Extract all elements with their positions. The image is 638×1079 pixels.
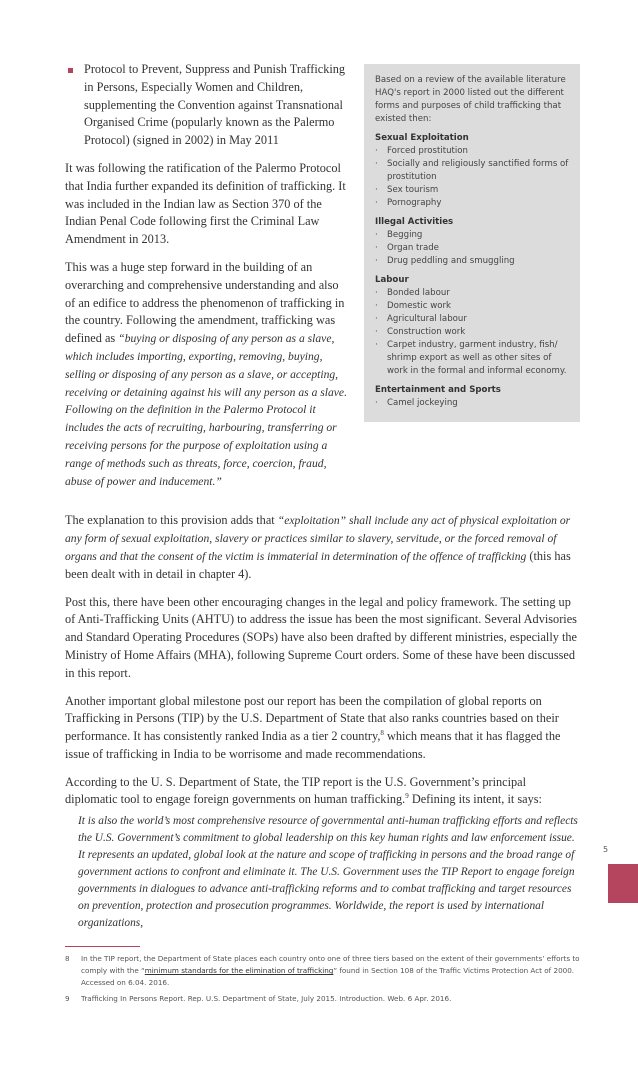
definition-quote: “buying or disposing of any person as a slave, which includes importing, exporting, removing, buying, selling or disposing of any person as a slave, or accepting, receiving or detaining against his will any person as a slave. Following on the definition in the Palermo Protocol it includes the acts of recruiting, harbouring, transferring or receiving persons for the purpose of exploitation using a range of methods such as threats, force, coercion, fraud, abuse of power and inducement.” <box>65 332 347 488</box>
box-list-item: · Agricultural labour <box>375 313 572 326</box>
footnote-8 <box>65 953 585 989</box>
box-list-item: · Construction work <box>375 326 572 339</box>
footnote-text-end: ” found in Section 108 of the Traffic Victims Protection Act of 2000. Accessed on 6.04. 2016. <box>81 966 575 988</box>
box-section-heading: Illegal Activities <box>375 217 454 227</box>
block-quote: It is also the world’s most comprehensive resource of governmental anti-human trafficking efforts and reflects the U.S. Government’s commitment to global leadership on this key human rights and law enforcement issue. It represents an updated, global look at the nature and scope of trafficking in persons and the broad range of government actions to confront and eliminate it. The U.S. Government uses the TIP Report to engage foreign governments in dialogues to advance anti-trafficking reforms and to combat trafficking and target resources on prevention, protection and prosecution programmes. Worldwide, the report is used by international organizations, <box>78 815 578 930</box>
page-tab-marker <box>608 864 638 903</box>
definition-text: This was a huge step forward in the building of an overarching and comprehensive understanding and also of an edifice to address the phenomenon of trafficking in the country. Following the amendment, trafficking was defined as <box>65 259 345 346</box>
paragraph-definition <box>65 259 350 490</box>
box-intro: Based on a review of the available literature HAQ's report in 2000 listed out the different forms and purposes of child trafficking that existed then: <box>375 75 566 124</box>
tip-text-end: which means that it has flagged the issue of trafficking in India to be worrisome and made recommendations. <box>65 729 561 761</box>
main-body <box>65 512 580 1005</box>
sidebar-box <box>364 64 580 422</box>
footnote-divider <box>65 946 140 947</box>
tip-text: Another important global milestone post our report has been the compilation of global reports on Trafficking in Persons (TIP) by the U.S. Department of State that also ranks countries based on their performance. It has consistently ranked India as a tier 2 country, <box>65 693 559 744</box>
box-list-item: · Begging <box>375 229 572 242</box>
explanation-italic: “exploitation” shall include any act of physical exploitation or any form of sexual exploitation, slavery or practices similar to slavery, servitude, or the forced removal of organs and that the consent of the victim is immaterial in determination of the offence of trafficking <box>65 514 571 563</box>
box-section-list <box>375 229 572 268</box>
paragraph-palermo: It was following the ratification of the Palermo Protocol that India further expanded its definition of trafficking. It was included in the Indian law as Section 370 of the Indian Penal Code following first the Criminal Law Amendment in 2013. <box>65 160 346 247</box>
bullet-text: Protocol to Prevent, Suppress and Punish Trafficking in Persons, Especially Women and Children, supplementing the Convention against Transnational Organised Crime (popularly known as the Palermo Protocol) (signed in 2002) in May 2011 <box>84 62 346 148</box>
box-section-list <box>375 287 572 378</box>
box-section-list <box>375 145 572 210</box>
according-text: According to the U. S. Department of State, the TIP report is the U.S. Government’s principal diplomatic tool to engage foreign governments on human trafficking. <box>65 774 527 807</box>
box-section-list <box>375 397 572 410</box>
box-list-item: · Drug peddling and smuggling <box>375 255 572 268</box>
box-section-heading: Sexual Exploitation <box>375 133 469 143</box>
footnote-text: Trafficking In Persons Report. Rep. U.S. Department of State, July 2015. Introduction. Web. 6 Apr. 2016. <box>81 994 452 1004</box>
explanation-end: (this has been dealt with in detail in chapter 4). <box>65 548 571 581</box>
page-number: 5 <box>603 845 609 854</box>
box-section-heading: Entertainment and Sports <box>375 385 501 395</box>
footnote-ref-9[interactable]: 9 <box>405 792 409 801</box>
box-list-item: · Forced prostitution <box>375 145 572 158</box>
paragraph-according <box>65 774 580 810</box>
square-bullet-icon <box>68 68 73 73</box>
box-list-item: · Socially and religiously sanctified forms of prostitution <box>375 158 572 184</box>
box-list-item: · Pornography <box>375 197 572 210</box>
box-list-item: · Carpet industry, garment industry, fish/ shrimp export as well as other sites of work in the formal and informal economy. <box>375 339 572 378</box>
paragraph-explanation <box>65 512 580 583</box>
footnote-link[interactable]: minimum standards for the elimination of trafficking <box>144 966 334 976</box>
box-list-item: · Sex tourism <box>375 184 572 197</box>
footnote-text: In the TIP report, the Department of State places each country onto one of three tiers based on the extent of their governments’ efforts to comply with the “ <box>81 954 580 976</box>
footnote-number: 8 <box>65 954 70 964</box>
footnote-9 <box>65 993 585 1005</box>
box-list-item: · Bonded labour <box>375 287 572 300</box>
box-list-item: · Organ trade <box>375 242 572 255</box>
according-end: Defining its intent, it says: <box>408 792 542 807</box>
box-list-item: · Domestic work <box>375 300 572 313</box>
box-section-heading: Labour <box>375 275 409 285</box>
paragraph-tip <box>65 693 580 764</box>
paragraph-post-this: Post this, there have been other encouraging changes in the legal and policy framework. The setting up of Anti-Trafficking Units (AHTU) to address the issue has been the most significant. Several Advisories and Standard Operating Procedures (SOPs) have also been drafted by different ministries, especially the Ministry of Home Affairs (MHA), following Supreme Court orders. Some of these have been discussed in this report. <box>65 594 577 680</box>
box-sections <box>375 132 572 410</box>
page-content <box>65 0 580 1079</box>
box-list-item: · Camel jockeying <box>375 397 572 410</box>
protocol-bullet <box>65 61 350 150</box>
footnote-ref-8[interactable]: 8 <box>380 729 384 737</box>
footnote-number: 9 <box>65 994 70 1004</box>
explanation-text: The explanation to this provision adds that <box>65 513 278 528</box>
left-column <box>65 61 350 500</box>
top-section <box>65 61 580 500</box>
